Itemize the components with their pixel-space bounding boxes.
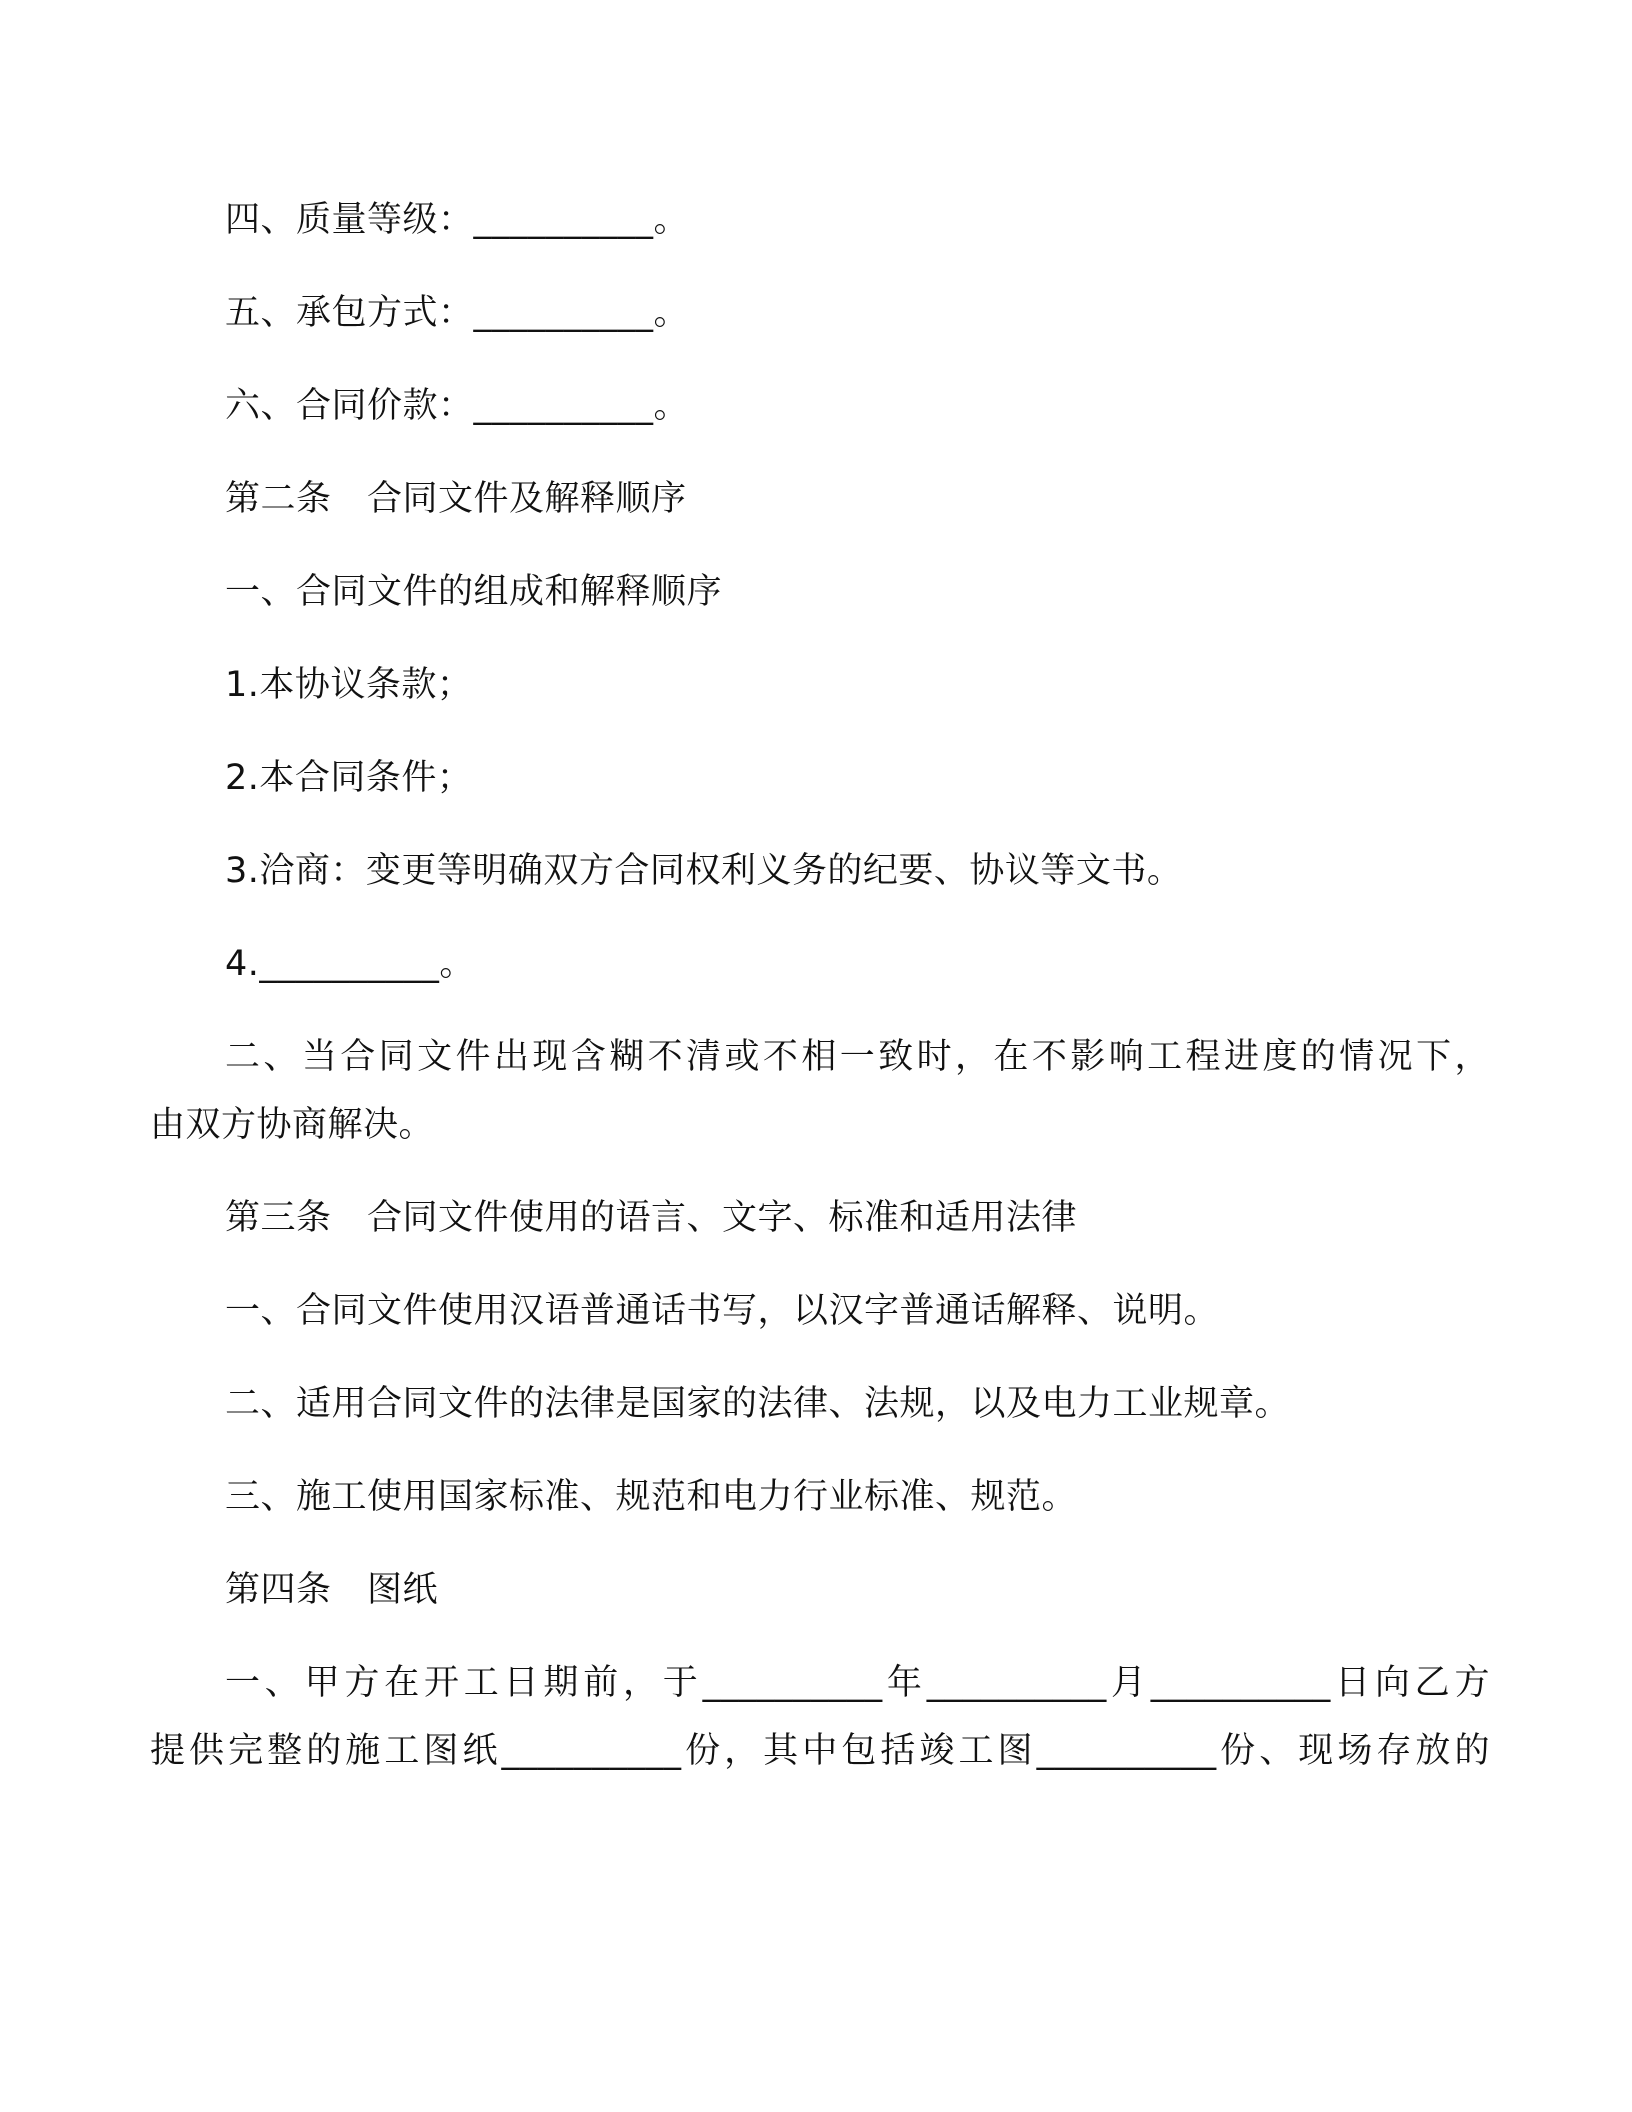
contract-price-line: 六、合同价款：__________。 <box>225 386 690 426</box>
law-clause-line: 二、适用合同文件的法律是国家的法律、法规，以及电力工业规章。 <box>225 1384 1291 1424</box>
ambiguity-clause-line-1: 二、当合同文件出现含糊不清或不相一致时，在不影响工程进度的情况下， <box>225 1037 1490 1077</box>
contract-method-line: 五、承包方式：__________。 <box>225 293 690 333</box>
drawings-clause-line-2: 提供完整的施工图纸__________份，其中包括竣工图__________份、现场存放的 <box>150 1731 1490 1771</box>
article-2-heading: 第二条 合同文件及解释顺序 <box>225 479 687 519</box>
language-clause-line: 一、合同文件使用汉语普通话书写，以汉字普通话解释、说明。 <box>225 1291 1220 1331</box>
quality-grade-line: 四、质量等级：__________。 <box>225 200 690 240</box>
standards-clause-line: 三、施工使用国家标准、规范和电力行业标准、规范。 <box>225 1477 1078 1517</box>
article-3-heading: 第三条 合同文件使用的语言、文字、标准和适用法律 <box>225 1198 1078 1238</box>
article-4-heading: 第四条 图纸 <box>225 1570 439 1610</box>
list-item-4: 4.__________。 <box>225 944 475 984</box>
documents-order-line: 一、合同文件的组成和解释顺序 <box>225 572 723 612</box>
list-item-2: 2.本合同条件； <box>225 758 473 798</box>
ambiguity-clause-line-2: 由双方协商解决。 <box>150 1105 435 1145</box>
list-item-1: 1.本协议条款； <box>225 665 473 705</box>
drawings-clause-line-1: 一、甲方在开工日期前，于__________年__________月__________日向乙方 <box>225 1663 1490 1703</box>
list-item-3: 3.洽商：变更等明确双方合同权利义务的纪要、协议等文书。 <box>225 851 1183 891</box>
